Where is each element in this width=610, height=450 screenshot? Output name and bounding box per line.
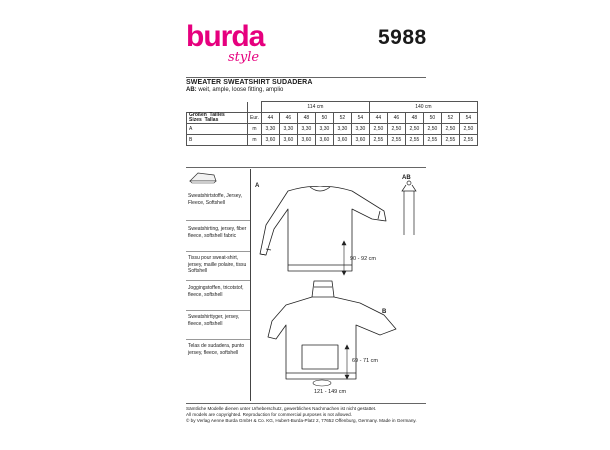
size-cell: 52 — [441, 113, 459, 124]
divider — [186, 220, 250, 221]
sizes-label: Größen Tailles Sizes Tallas — [187, 113, 248, 124]
subtitle-text: weit, ample, loose fitting, amplio — [198, 87, 284, 93]
fabric-swatch-icon — [188, 171, 218, 185]
size-cell: 46 — [387, 113, 405, 124]
footer-copyright-de: Sämtliche Modelle dienen unter Urheberschutz, gewerbliches Nachmachen ist nicht gestattet. — [186, 406, 377, 411]
divider — [186, 310, 250, 311]
size-cell: 50 — [423, 113, 441, 124]
footer-copyright-en: All models are copyrighted. Reproduction for commercial purposes is not allowed. — [186, 412, 352, 417]
value-cell: 3,30 — [297, 124, 315, 135]
view-b-label: B — [382, 309, 387, 315]
unit-header: Eur. — [248, 113, 262, 124]
group-header-114: 114 cm — [261, 102, 369, 113]
value-cell: 3,30 — [351, 124, 369, 135]
value-cell: 2,55 — [459, 135, 477, 146]
divider — [186, 251, 250, 252]
brand-sub: style — [228, 50, 260, 65]
pattern-title: SWEATER SWEATSHIRT SUDADERA — [186, 79, 313, 86]
fabric-es: Telas de sudadera, punto jersey, fleece, softshell — [188, 343, 245, 356]
table-row — [187, 102, 478, 113]
value-cell: 3,60 — [351, 135, 369, 146]
value-cell: 2,50 — [387, 124, 405, 135]
subtitle-prefix: AB: — [186, 87, 197, 93]
fabric-de: Sweatshirtstoffe, Jersey, Fleece, Softshell — [188, 193, 243, 206]
value-cell: 2,50 — [459, 124, 477, 135]
size-cell: 44 — [261, 113, 279, 124]
width-b: 121 - 149 cm — [314, 389, 347, 395]
value-cell: 2,55 — [387, 135, 405, 146]
row-unit: m — [248, 124, 262, 135]
size-cell: 48 — [405, 113, 423, 124]
section-rule — [186, 167, 426, 168]
row-label: B — [187, 135, 248, 146]
row-unit: m — [248, 135, 262, 146]
row-label: A — [187, 124, 248, 135]
divider — [186, 339, 250, 340]
size-cell: 54 — [351, 113, 369, 124]
value-cell: 3,30 — [279, 124, 297, 135]
value-cell: 2,55 — [441, 135, 459, 146]
value-cell: 2,55 — [423, 135, 441, 146]
fabric-fr: Tissu pour sweat-shirt, jersey, maille polaire, tissu Softshell — [188, 255, 247, 274]
footer-rule — [186, 403, 426, 404]
divider — [186, 280, 250, 281]
footer-publisher: © by Verlag Aenne Burda GmbH & Co. KG, Hubert-Burda-Platz 2, 77652 Offenburg, Germany. Made in Germany. — [186, 418, 417, 423]
fabric-sv: Sweatshirttyger, jersey, fleece, softshell — [188, 314, 240, 327]
size-cell: 54 — [459, 113, 477, 124]
technical-drawings — [252, 169, 424, 401]
table-row-b — [187, 135, 478, 146]
fabric-suggestions — [186, 169, 251, 401]
yardage-table — [186, 101, 478, 146]
pattern-subtitle — [186, 87, 283, 93]
view-a-label: A — [255, 183, 260, 189]
size-cell: 52 — [333, 113, 351, 124]
value-cell: 3,30 — [261, 124, 279, 135]
pattern-number: 5988 — [378, 26, 427, 49]
value-cell: 3,60 — [315, 135, 333, 146]
table-row-a — [187, 124, 478, 135]
table-row — [187, 113, 478, 124]
value-cell: 2,50 — [423, 124, 441, 135]
value-cell: 2,55 — [369, 135, 387, 146]
group-header-140: 140 cm — [369, 102, 477, 113]
size-cell: 48 — [297, 113, 315, 124]
value-cell: 2,50 — [369, 124, 387, 135]
sweater-a-drawing — [252, 169, 424, 401]
fabric-en: Sweatshirting, jersey, fiber fleece, softshell fabric — [188, 226, 247, 239]
value-cell: 3,60 — [261, 135, 279, 146]
view-ab-label: AB — [402, 175, 411, 181]
fabric-nl: Joggingstoffen, tricotstof, fleece, softshell — [188, 285, 244, 298]
length-a: 90 - 92 cm — [350, 256, 376, 262]
value-cell: 3,30 — [333, 124, 351, 135]
value-cell: 3,60 — [279, 135, 297, 146]
value-cell: 3,60 — [297, 135, 315, 146]
burda-style-logo — [186, 22, 266, 78]
value-cell: 2,55 — [405, 135, 423, 146]
size-cell: 50 — [315, 113, 333, 124]
size-cell: 44 — [369, 113, 387, 124]
value-cell: 2,50 — [441, 124, 459, 135]
value-cell: 2,50 — [405, 124, 423, 135]
size-cell: 46 — [279, 113, 297, 124]
value-cell: 3,30 — [315, 124, 333, 135]
length-b: 69 - 71 cm — [352, 358, 378, 364]
title-rule — [186, 77, 426, 78]
brand-name: burda — [186, 20, 265, 53]
value-cell: 3,60 — [333, 135, 351, 146]
